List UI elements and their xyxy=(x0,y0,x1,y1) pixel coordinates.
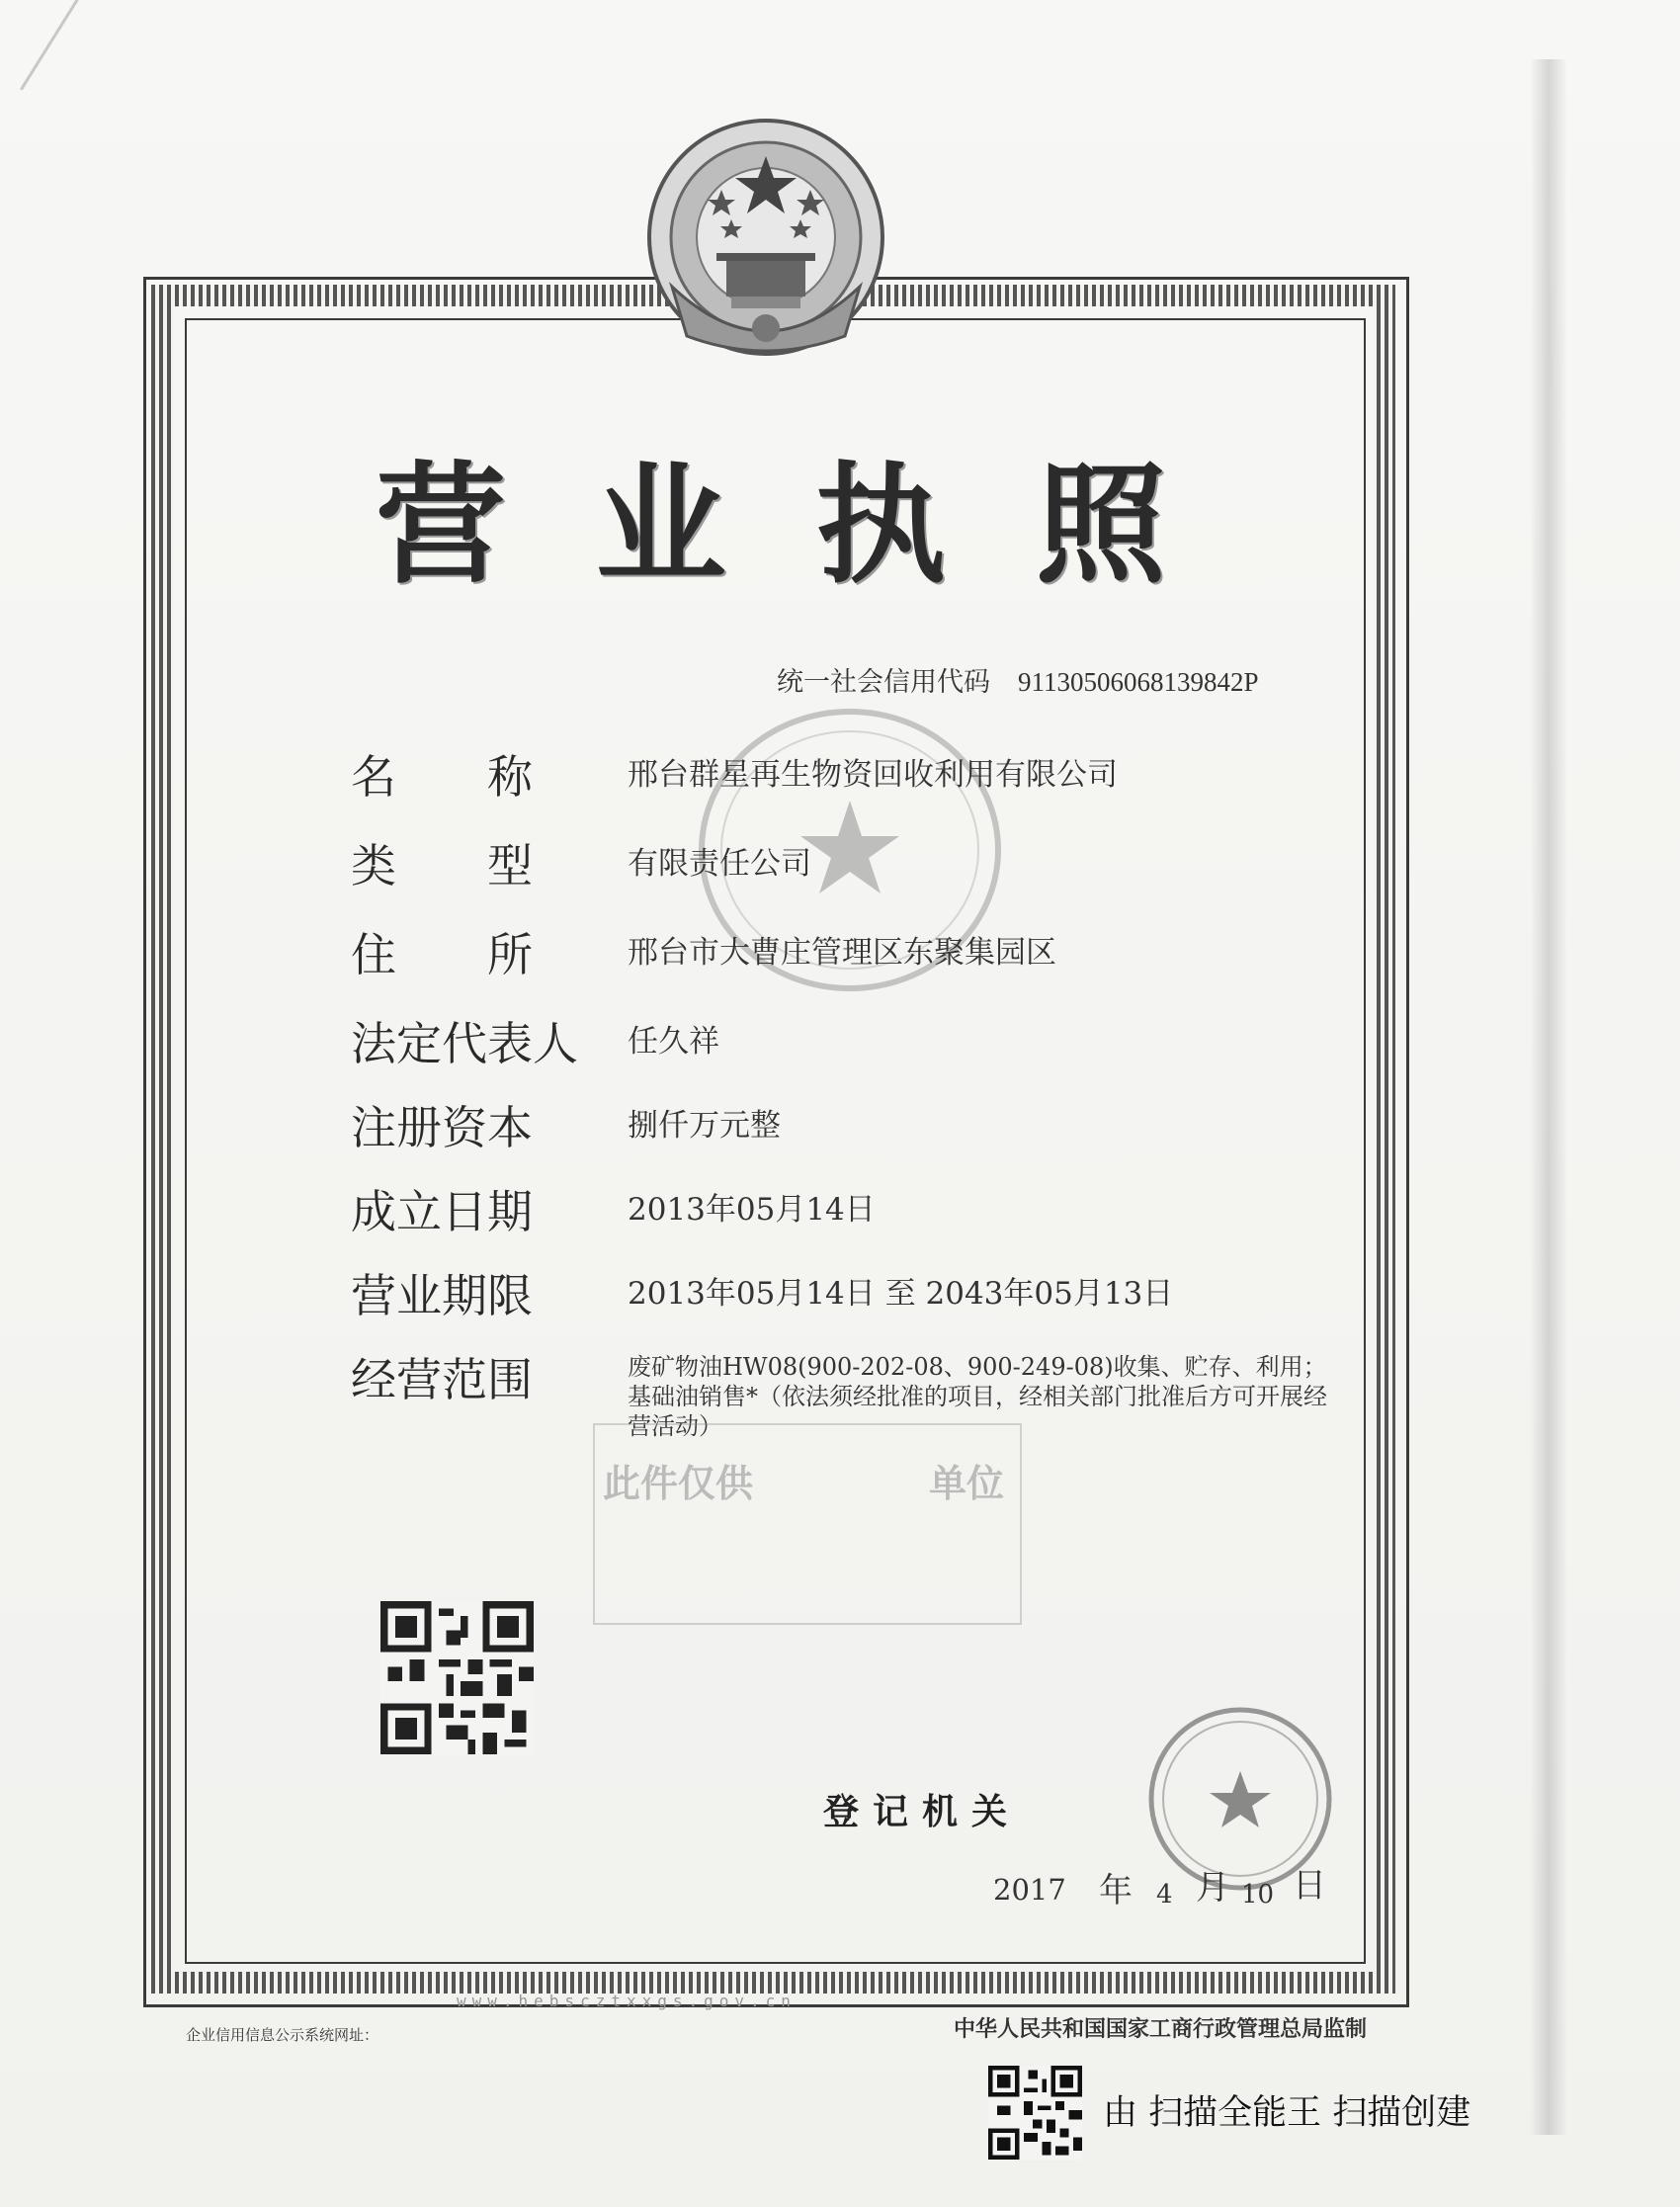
field-label: 名 称 xyxy=(351,750,533,804)
national-emblem-icon xyxy=(632,109,899,376)
website-label: 企业信用信息公示系统网址： xyxy=(186,2026,379,2044)
title-char: 执 xyxy=(815,450,947,602)
field-value: 2013年05月14日 至 2043年05月13日 xyxy=(628,1276,1174,1312)
title-char: 业 xyxy=(595,450,726,602)
credit-code-label: 统一社会信用代码 xyxy=(777,667,990,698)
title-char: 照 xyxy=(1035,450,1166,602)
title-char: 营 xyxy=(376,450,506,602)
registration-month-unit: 月 xyxy=(1196,1868,1229,1908)
scanner-watermark: 由 扫描全能王 扫描创建 xyxy=(1103,2093,1471,2133)
field-label: 成立日期 xyxy=(351,1185,533,1238)
field-label: 类 型 xyxy=(351,839,533,892)
field-label: 注册资本 xyxy=(351,1101,533,1154)
field-value: 邢台群星再生物资回收利用有限公司 xyxy=(628,757,1118,793)
field-row-established xyxy=(351,1176,876,1241)
field-value: 有限责任公司 xyxy=(628,846,811,882)
field-label: 法定代表人 xyxy=(351,1017,578,1070)
registration-year: 2017 xyxy=(993,1873,1066,1907)
field-row-type xyxy=(351,830,811,895)
copy-stamp-text: 单位 xyxy=(929,1462,1005,1505)
supervisor-label: 中华人民共和国国家工商行政管理总局监制 xyxy=(954,2017,1368,2042)
scanner-qr-code-icon xyxy=(988,2066,1082,2160)
field-row-name xyxy=(351,741,1118,806)
registration-year-unit: 年 xyxy=(1099,1871,1133,1910)
copy-stamp-text: 此件仅供 xyxy=(603,1462,754,1505)
scan-artifact xyxy=(20,0,90,91)
field-label: 经营范围 xyxy=(351,1353,533,1406)
field-label: 住 所 xyxy=(351,928,533,981)
registration-month: 4 xyxy=(1156,1880,1173,1910)
field-value: 任久祥 xyxy=(628,1024,719,1060)
credit-code-value: 91130506068139842P xyxy=(1018,667,1259,697)
certificate-title xyxy=(376,420,1166,608)
field-value: 邢台市大曹庄管理区东聚集园区 xyxy=(628,935,1056,971)
copy-use-stamp xyxy=(593,1423,1018,1621)
registration-day: 10 xyxy=(1241,1880,1275,1910)
field-label: 营业期限 xyxy=(351,1269,533,1322)
field-value: 废矿物油HW08(900-202-08、900-249-08)收集、贮存、利用；基础油销售*（依法须经批准的项目，经相关部门批准后方可开展经营活动） xyxy=(628,1353,1327,1440)
qr-code-icon xyxy=(380,1601,534,1754)
website-url: www.hebscztxxgs.gov.cn xyxy=(457,1992,797,2010)
field-value: 2013年05月14日 xyxy=(628,1192,876,1228)
scan-shadow xyxy=(1530,59,1567,2135)
registration-day-unit: 日 xyxy=(1293,1866,1326,1906)
registration-office-label: 登记机关 xyxy=(823,1792,1022,1832)
field-value: 捌仟万元整 xyxy=(628,1108,781,1144)
field-row-term xyxy=(351,1260,1173,1325)
field-row-capital xyxy=(351,1092,781,1157)
field-row-legal-rep xyxy=(351,1008,719,1073)
field-row-address xyxy=(351,919,1056,984)
